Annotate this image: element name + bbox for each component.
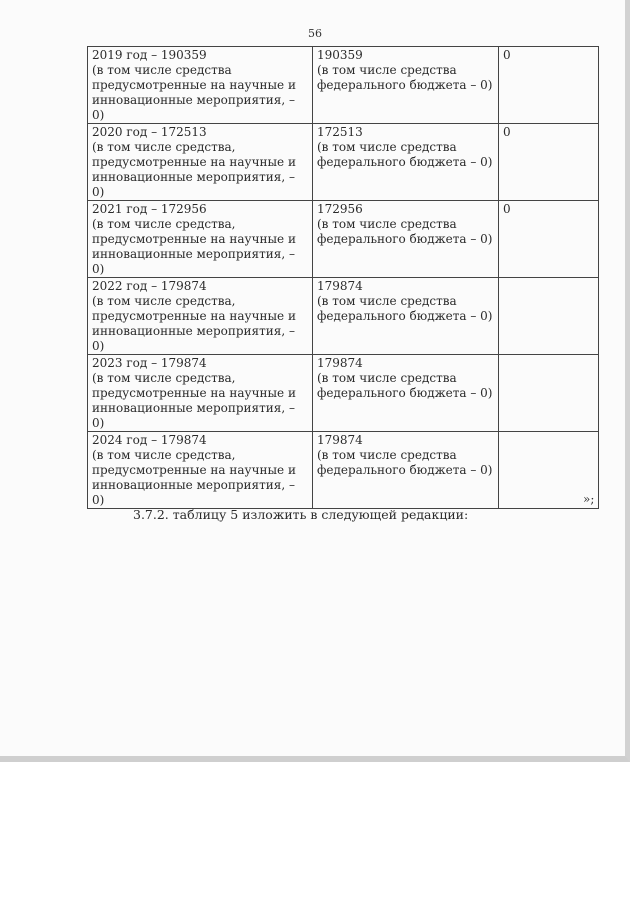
- instruction-paragraph: 3.7.2. таблицу 5 изложить в следующей редакции:: [133, 507, 469, 522]
- federal-funding-cell: [313, 124, 499, 201]
- total-funding-line: (в том числе средства,: [92, 448, 236, 462]
- other-funding-cell: [499, 355, 599, 432]
- total-funding-line: инновационные мероприятия, –: [92, 401, 295, 415]
- total-funding-line: 0): [92, 185, 105, 199]
- total-funding-line: (в том числе средства,: [92, 140, 236, 154]
- total-funding-line: предусмотренные на научные и: [92, 309, 296, 323]
- federal-funding-line: федерального бюджета – 0): [317, 309, 493, 323]
- total-funding-line: (в том числе средства,: [92, 371, 236, 385]
- total-funding-line: 0): [92, 262, 105, 276]
- closing-quote: »;: [583, 492, 595, 506]
- federal-funding-line: (в том числе средства: [317, 63, 457, 77]
- total-funding-line: инновационные мероприятия, –: [92, 170, 295, 184]
- total-funding-line: 2024 год – 179874: [92, 433, 207, 447]
- federal-funding-line: 172956: [317, 202, 363, 216]
- total-funding-line: (в том числе средства: [92, 63, 232, 77]
- total-funding-line: 2022 год – 179874: [92, 279, 207, 293]
- table-row: [88, 355, 599, 432]
- funding-table: [87, 46, 599, 509]
- total-funding-cell: [88, 355, 313, 432]
- total-funding-line: инновационные мероприятия, –: [92, 93, 295, 107]
- federal-funding-line: федерального бюджета – 0): [317, 155, 493, 169]
- table-row: [88, 124, 599, 201]
- federal-funding-line: (в том числе средства: [317, 371, 457, 385]
- total-funding-cell: [88, 432, 313, 509]
- federal-funding-line: федерального бюджета – 0): [317, 463, 493, 477]
- other-funding-cell: 0: [499, 47, 599, 124]
- total-funding-line: 2021 год – 172956: [92, 202, 207, 216]
- federal-funding-line: 172513: [317, 125, 363, 139]
- total-funding-line: 2023 год – 179874: [92, 356, 207, 370]
- federal-funding-line: 179874: [317, 356, 363, 370]
- federal-funding-line: 179874: [317, 279, 363, 293]
- other-funding-cell: 0: [499, 124, 599, 201]
- federal-funding-cell: [313, 278, 499, 355]
- table-row: [88, 201, 599, 278]
- total-funding-line: (в том числе средства,: [92, 217, 236, 231]
- total-funding-line: 0): [92, 108, 105, 122]
- federal-funding-line: 179874: [317, 433, 363, 447]
- page-number: 56: [308, 27, 322, 40]
- total-funding-line: инновационные мероприятия, –: [92, 247, 295, 261]
- federal-funding-line: федерального бюджета – 0): [317, 232, 493, 246]
- total-funding-line: предусмотренные на научные и: [92, 155, 296, 169]
- other-funding-cell: 0: [499, 201, 599, 278]
- total-funding-line: предусмотренные на научные и: [92, 232, 296, 246]
- total-funding-cell: [88, 278, 313, 355]
- total-funding-line: 0): [92, 493, 105, 507]
- federal-funding-cell: [313, 47, 499, 124]
- federal-funding-line: 190359: [317, 48, 363, 62]
- federal-funding-line: федерального бюджета – 0): [317, 386, 493, 400]
- federal-funding-cell: [313, 355, 499, 432]
- total-funding-line: (в том числе средства,: [92, 294, 236, 308]
- total-funding-line: 0): [92, 339, 105, 353]
- total-funding-line: инновационные мероприятия, –: [92, 478, 295, 492]
- total-funding-line: предусмотренные на научные и: [92, 386, 296, 400]
- total-funding-cell: [88, 47, 313, 124]
- federal-funding-cell: [313, 432, 499, 509]
- total-funding-cell: [88, 124, 313, 201]
- federal-funding-line: (в том числе средства: [317, 140, 457, 154]
- table-row: [88, 47, 599, 124]
- total-funding-line: предусмотренные на научные и: [92, 78, 296, 92]
- federal-funding-line: (в том числе средства: [317, 217, 457, 231]
- federal-funding-cell: [313, 201, 499, 278]
- total-funding-line: 2019 год – 190359: [92, 48, 207, 62]
- total-funding-line: предусмотренные на научные и: [92, 463, 296, 477]
- federal-funding-line: (в том числе средства: [317, 294, 457, 308]
- total-funding-cell: [88, 201, 313, 278]
- other-funding-cell: [499, 278, 599, 355]
- federal-funding-line: федерального бюджета – 0): [317, 78, 493, 92]
- federal-funding-line: (в том числе средства: [317, 448, 457, 462]
- total-funding-line: 0): [92, 416, 105, 430]
- table-row: [88, 278, 599, 355]
- table-row: [88, 432, 599, 509]
- total-funding-line: инновационные мероприятия, –: [92, 324, 295, 338]
- total-funding-line: 2020 год – 172513: [92, 125, 207, 139]
